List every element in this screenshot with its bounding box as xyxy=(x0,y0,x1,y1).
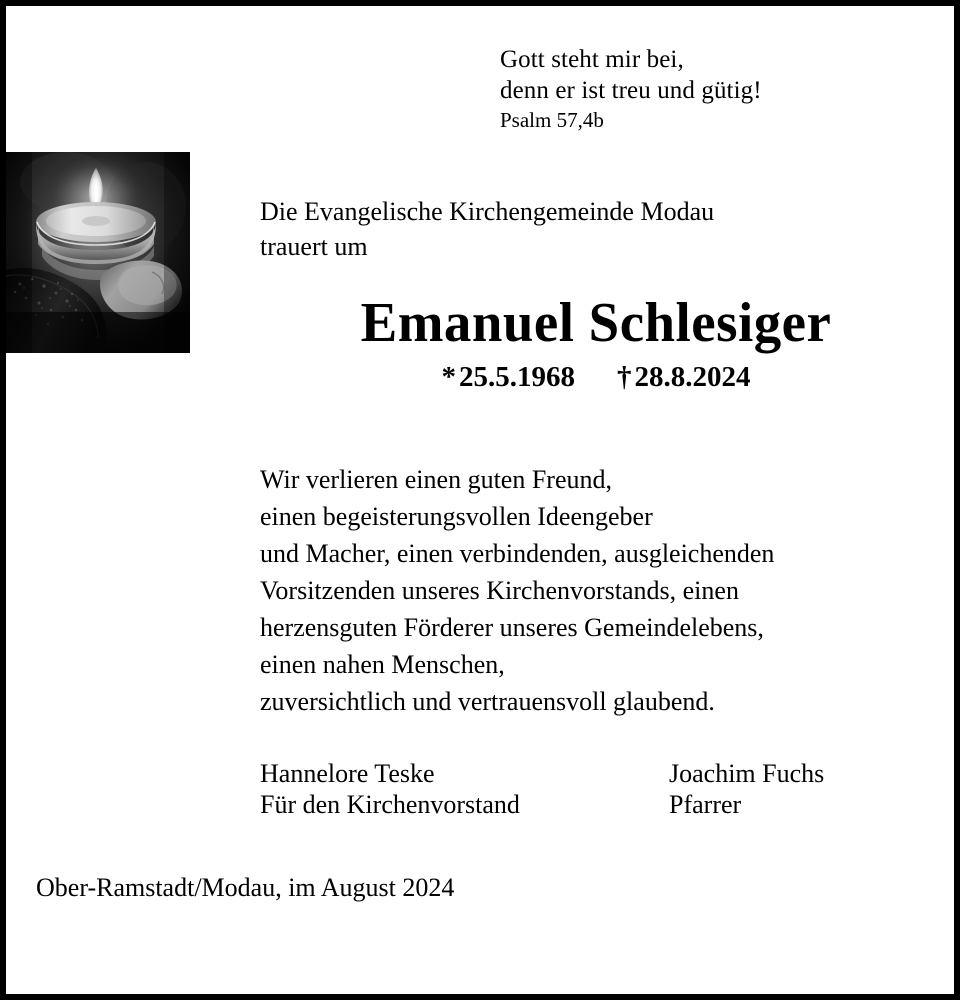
signatory-name-left: Hannelore Teske xyxy=(260,759,435,788)
signatory-name-right: Joachim Fuchs xyxy=(669,759,825,788)
birth-symbol-icon: * xyxy=(441,361,456,393)
birth-date: 25.5.1968 xyxy=(459,361,575,393)
verse-line-1: Gott steht mir bei, xyxy=(500,46,684,73)
signature-row xyxy=(260,758,940,789)
candle-photo xyxy=(6,152,190,353)
signatory-role-right: Pfarrer xyxy=(669,790,742,819)
eulogy-line: und Macher, einen verbindenden, ausgleichenden xyxy=(260,539,775,568)
signature-block xyxy=(260,758,940,820)
intro-line-1: Die Evangelische Kirchengemeinde Modau xyxy=(260,197,715,226)
deceased-block xyxy=(260,292,932,394)
deceased-name: Emanuel Schlesiger xyxy=(360,292,832,354)
intro-block xyxy=(260,194,920,264)
verse-reference: Psalm 57,4b xyxy=(500,108,604,132)
eulogy-line: einen nahen Menschen, xyxy=(260,650,505,679)
eulogy-line: zuversichtlich und vertrauensvoll glaubend. xyxy=(260,687,715,716)
eulogy-text xyxy=(260,461,940,720)
scripture-verse xyxy=(500,44,930,134)
eulogy-line: Wir verlieren einen guten Freund, xyxy=(260,465,612,494)
verse-line-2: denn er ist treu und gütig! xyxy=(500,77,762,104)
candle-photo-illustration xyxy=(6,152,190,353)
place-and-date: Ober-Ramstadt/Modau, im August 2024 xyxy=(36,873,455,902)
eulogy-line: einen begeisterungsvollen Ideengeber xyxy=(260,502,653,531)
eulogy-line: herzensguten Förderer unseres Gemeindelebens, xyxy=(260,613,764,642)
signature-row xyxy=(260,789,940,820)
intro-line-2: trauert um xyxy=(260,232,368,261)
notice-canvas xyxy=(6,6,954,994)
death-symbol-icon: † xyxy=(617,361,632,393)
eulogy-line: Vorsitzenden unseres Kirchenvorstands, einen xyxy=(260,576,739,605)
death-date: 28.8.2024 xyxy=(634,361,751,393)
signatory-role-left: Für den Kirchenvorstand xyxy=(260,790,520,819)
life-dates xyxy=(260,360,932,394)
